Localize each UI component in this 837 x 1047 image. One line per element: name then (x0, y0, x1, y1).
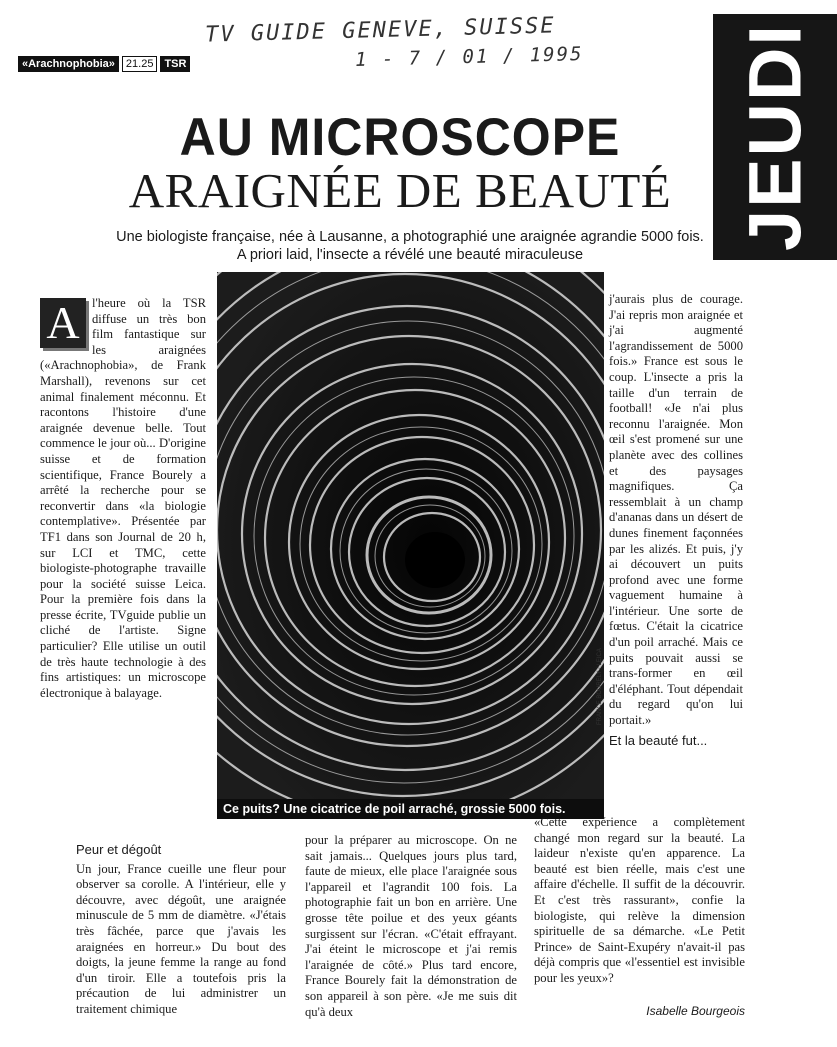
column-2-bottom (305, 833, 517, 1020)
photo-credit: FRANCE BOURELY / LEICA (597, 648, 603, 725)
testimony-paragraph: j'aurais plus de courage. J'ai repris mon araignée et j'ai augmenté l'agrandissement de 5000 fois.» France est sous le coup. L'insecte a pris la taille d'un terrain de football! «Je n'ai plus reconnu l'araignée. Mon œil s'est promené sur une planète avec des collines et des paysages magnifiques. Ça ressemblait à un champ d'ananas dans un désert de dunes finement façonnées par les alizés. Et puis, j'y ai découvert un puits profond avec une forme vaguement humaine à l'intérieur. Une sorte de fœtus. C'était la cicatrice d'un poil arraché. Mais ce puits pouvait aussi se trans-former en œil d'éléphant. Tout dépendait du regard qu'on lui portait.» (609, 292, 743, 728)
column-3-bottom (534, 815, 745, 987)
microscope-photo (217, 272, 604, 819)
program-title-tag: «Arachnophobia» (18, 56, 119, 72)
channel-tag: TSR (160, 56, 190, 72)
day-label: JEUDI (733, 23, 817, 251)
preparation-paragraph: pour la préparer au microscope. On ne sait jamais... Quelques jours plus tard, faute de mieux, elle place l'araignée sous l'appareil et l'agrandit 100 fois. La photographie fait un bon en arrière. Une grosse tête poilue et des yeux géants surgissent sur l'écran. «C'était effrayant. J'ai éteint le microscope et j'ai remis l'araignée de côté.» Plus tard encore, France Bourely fait la démonstration de son appareil à son père. «Je me suis dit qu'à deux (305, 833, 517, 1019)
headline-secondary: ARAIGNÉE DE BEAUTÉ (128, 163, 672, 218)
subhead-beauty: Et la beauté fut... (609, 732, 708, 748)
conclusion-paragraph: «Cette expérience a complètement changé mon regard sur la beauté. La laideur n'existe qu'en apparence. La beauté est bien réelle, mais c'est une affaire d'échelle. Il suffit de la découvrir. Et c'est très rassurant», confie la biologiste, qui relève la dimension spirituelle de sa démarche. «Le Petit Prince» de Saint-Exupéry n'avait-il pas déjà compris que «l'essentiel est invisible pour les yeux»? (534, 815, 745, 985)
lead-line-1: Une biologiste française, née à Lausanne, a photographié une araignée agrandie 5000 fois. (116, 229, 704, 245)
handwritten-source-note: TV GUIDE GENEVE, SUISSE (204, 13, 556, 48)
column-1-text (40, 296, 206, 701)
program-info-bar (18, 55, 193, 73)
lead-line-2: A priori laid, l'insecte a révélé une beauté miraculeuse (236, 247, 584, 263)
lead-paragraph (110, 228, 710, 264)
fear-paragraph: Un jour, France cueille une fleur pour observer sa corolle. A l'intérieur, elle y découvre, avec dégoût, une araignée minuscule de 5 mm de diamètre. «J'étais très fâchée, parce que j'avais les araignées en horreur.» Du bout des doigts, la jeune femme la range au fond d'un tiroir. Elle a toutefois pris la précaution de lui administrer un traitement chimique (76, 861, 286, 1016)
day-label-box (713, 14, 837, 260)
photo-caption: Ce puits? Une cicatrice de poil arraché, grossie 5000 fois. (217, 799, 604, 819)
intro-paragraph: l'heure où la TSR diffuse un très bon film fantastique sur les araignées («Arachnophobia», de Frank Marshall), revenons sur cet animal finalement méconnu. Et racontons l'histoire d'une araignée devenue belle. Tout commence le jour où... D'origine suisse et de formation scientifique, France Bourely a arrêté la recherche pour se reconvertir dans «la biologie contemplative». Présentée par TF1 dans son Journal de 20 h, sur LCI et TMC, cette biologiste-photographe travaille pour la société suisse Leica. Pour la première fois dans la presse écrite, TVguide publie un cliché de l'artiste. Signe particulier? Elle utilise un outil de très haute technologie à des fins artistiques: un microscope électronique à balayage. (40, 296, 206, 700)
microscope-spiral-image (217, 272, 604, 799)
column-3-text (609, 292, 743, 752)
column-1-bottom (76, 838, 286, 1018)
headline-primary: AU MICROSCOPE (179, 107, 621, 167)
subhead-fear: Peur et dégoût (76, 842, 162, 857)
dropcap-letter: A (40, 298, 86, 348)
handwritten-date-note: 1 - 7 / 01 / 1995 (354, 43, 584, 71)
program-time-tag: 21.25 (122, 56, 158, 72)
author-signature: Isabelle Bourgeois (646, 1004, 745, 1018)
